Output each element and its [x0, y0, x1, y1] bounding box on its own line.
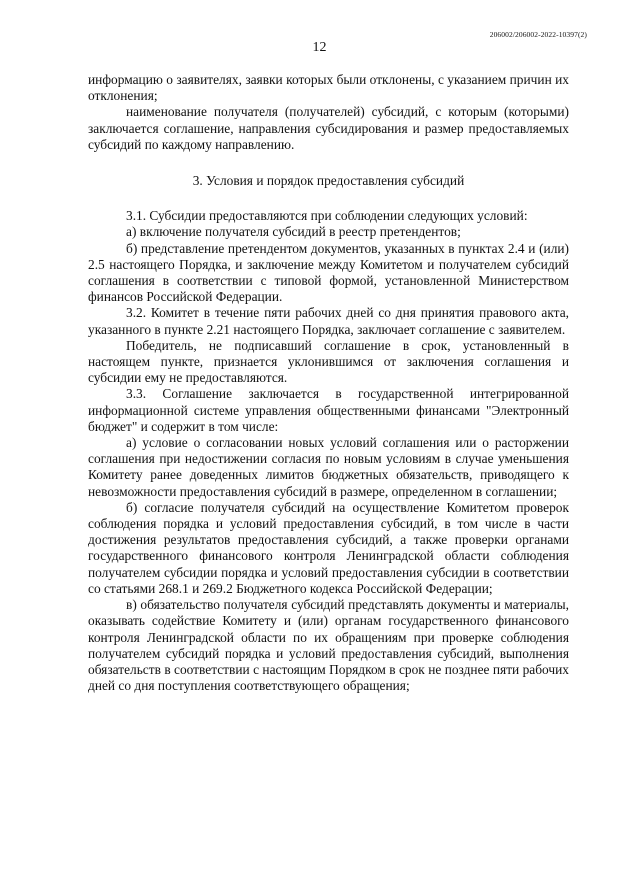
- paragraph: 3.1. Субсидии предоставляются при соблюдении следующих условий:: [126, 208, 528, 224]
- paragraph: информацию о заявителях, заявки которых были отклонены, с указанием причин их отклонения;: [88, 72, 569, 104]
- paragraph: наименование получателя (получателей) субсидий, с которым (которыми) заключается соглашение, направления субсидирования и размер предоставляемых субсидий по каждому направлению.: [88, 104, 569, 152]
- paragraph: 3.3. Соглашение заключается в государственной интегрированной информационной системе управления общественными финансами "Электронный бюджет" и содержит в том числе:: [88, 386, 569, 434]
- document-id: 206002/206002-2022-10397(2): [489, 30, 587, 39]
- paragraph: а) условие о согласовании новых условий соглашения или о расторжении соглашения при недостижении согласия по новым условиям в случае уменьшения Комитету ранее доведенных лимитов бюджетных обязательств, приводящего к невозможности предоставления субсидий в размере, определенном в соглашении;: [88, 435, 569, 499]
- document-body: [88, 72, 569, 694]
- section-heading: 3. Условия и порядок предоставления субсидий: [192, 173, 465, 189]
- paragraph: 3.2. Комитет в течение пяти рабочих дней со дня принятия правового акта, указанного в пункте 2.21 настоящего Порядка, заключает соглашение с заявителем.: [88, 305, 569, 337]
- paragraph: б) представление претендентом документов, указанных в пунктах 2.4 и (или) 2.5 настоящего Порядка, и заключение между Комитетом и получателем субсидий соглашения в соответствии с типовой формой, установленной Министерством финансов Российской Федерации.: [88, 240, 569, 305]
- page-number: 12: [312, 40, 327, 55]
- paragraph: в) обязательство получателя субсидий представлять документы и материалы, оказывать содействие Комитету и (или) органам государственного финансового контроля Ленинградской области по их обращениям при проверке соблюдения получателем субсидий порядка и условий предоставления субсидий, выполнения обязательств в соответствии с настоящим Порядком в срок не позднее пяти рабочих дней со дня поступления соответствующего обращения;: [88, 597, 569, 694]
- paragraph: б) согласие получателя субсидий на осуществление Комитетом проверок соблюдения порядка и условий предоставления субсидий, в том числе в части достижения результатов предоставления субсидий, а также проверки органами государственного финансового контроля Ленинградской области соблюдения получателем субсидии порядка и условий предоставления субсидии в соответствии со статьями 268.1 и 269.2 Бюджетного кодекса Российской Федерации;: [88, 499, 569, 596]
- paragraph: Победитель, не подписавший соглашение в срок, установленный в настоящем пункте, признается уклонившимся от заключения соглашения и субсидии ему не предоставляются.: [88, 337, 569, 386]
- paragraph: а) включение получателя субсидий в реестр претендентов;: [126, 224, 461, 240]
